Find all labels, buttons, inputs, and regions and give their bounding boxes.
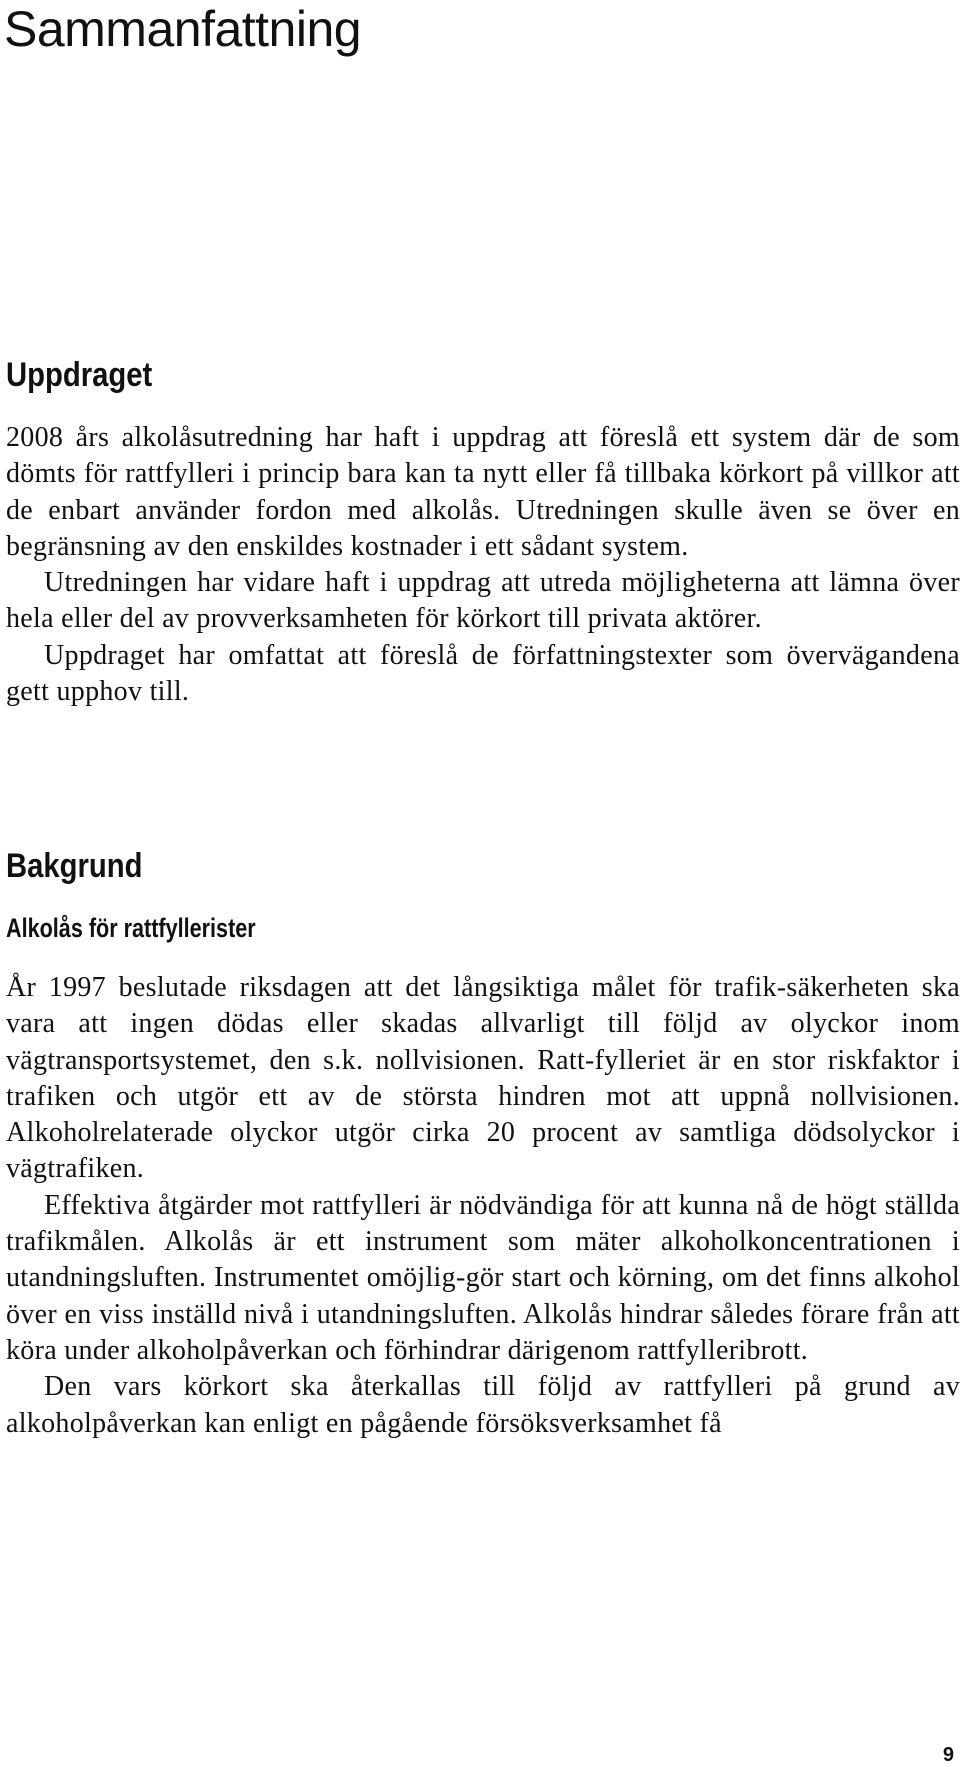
paragraph: Utredningen har vidare haft i uppdrag att utreda möjligheterna att lämna över hela eller del av provverksamheten för körkort till privata aktörer. bbox=[6, 567, 960, 635]
page-number: 9 bbox=[942, 1744, 954, 1766]
subsection-heading-alkolas: Alkolås för rattfyllerister bbox=[6, 913, 256, 943]
section-heading-bakgrund: Bakgrund bbox=[6, 847, 143, 885]
section-body-uppdraget bbox=[6, 420, 960, 710]
section-body-bakgrund bbox=[6, 970, 960, 1442]
paragraph: År 1997 beslutade riksdagen att det långsiktiga målet för trafik-säkerheten ska vara att ingen dödas eller skadas allvarligt till följd av olyckor inom vägtransportsystemet, den s.k. nollvisionen. Ratt-fylleriet är en stor riskfaktor i trafiken och utgör ett av de största hindren mot att uppnå nollvisionen. Alkoholrelaterade olyckor utgör cirka 20 procent av samtliga dödsolyckor i vägtrafiken. bbox=[6, 972, 960, 1185]
paragraph: Uppdraget har omfattat att föreslå de författningstexter som övervägandena gett upphov till. bbox=[6, 639, 960, 708]
paragraph: Den vars körkort ska återkallas till följd av rattfylleri på grund av alkoholpåverkan kan enligt en pågående försöksverksamhet få bbox=[6, 1371, 960, 1439]
paragraph: 2008 års alkolåsutredning har haft i uppdrag att föreslå ett system där de som dömts för rattfylleri i princip bara kan ta nytt eller få tillbaka körkort på villkor att de enbart använder fordon med alkolås. Utredningen skulle även se över en begränsning av den enskildes kostnader i ett sådant system. bbox=[6, 422, 960, 562]
paragraph: Effektiva åtgärder mot rattfylleri är nödvändiga för att kunna nå de högt ställda trafikmålen. Alkolås är ett instrument som mäter alkoholkoncentrationen i utandningsluften. Instrumentet omöjlig-gör start och körning, om det finns alkohol över en viss inställd nivå i utandningsluften. Alkolås hindrar således förare från att köra under alkoholpåverkan och förhindrar därigenom rattfylleribrott. bbox=[6, 1189, 960, 1366]
page-title: Sammanfattning bbox=[4, 1, 362, 57]
section-heading-uppdraget: Uppdraget bbox=[6, 356, 153, 394]
